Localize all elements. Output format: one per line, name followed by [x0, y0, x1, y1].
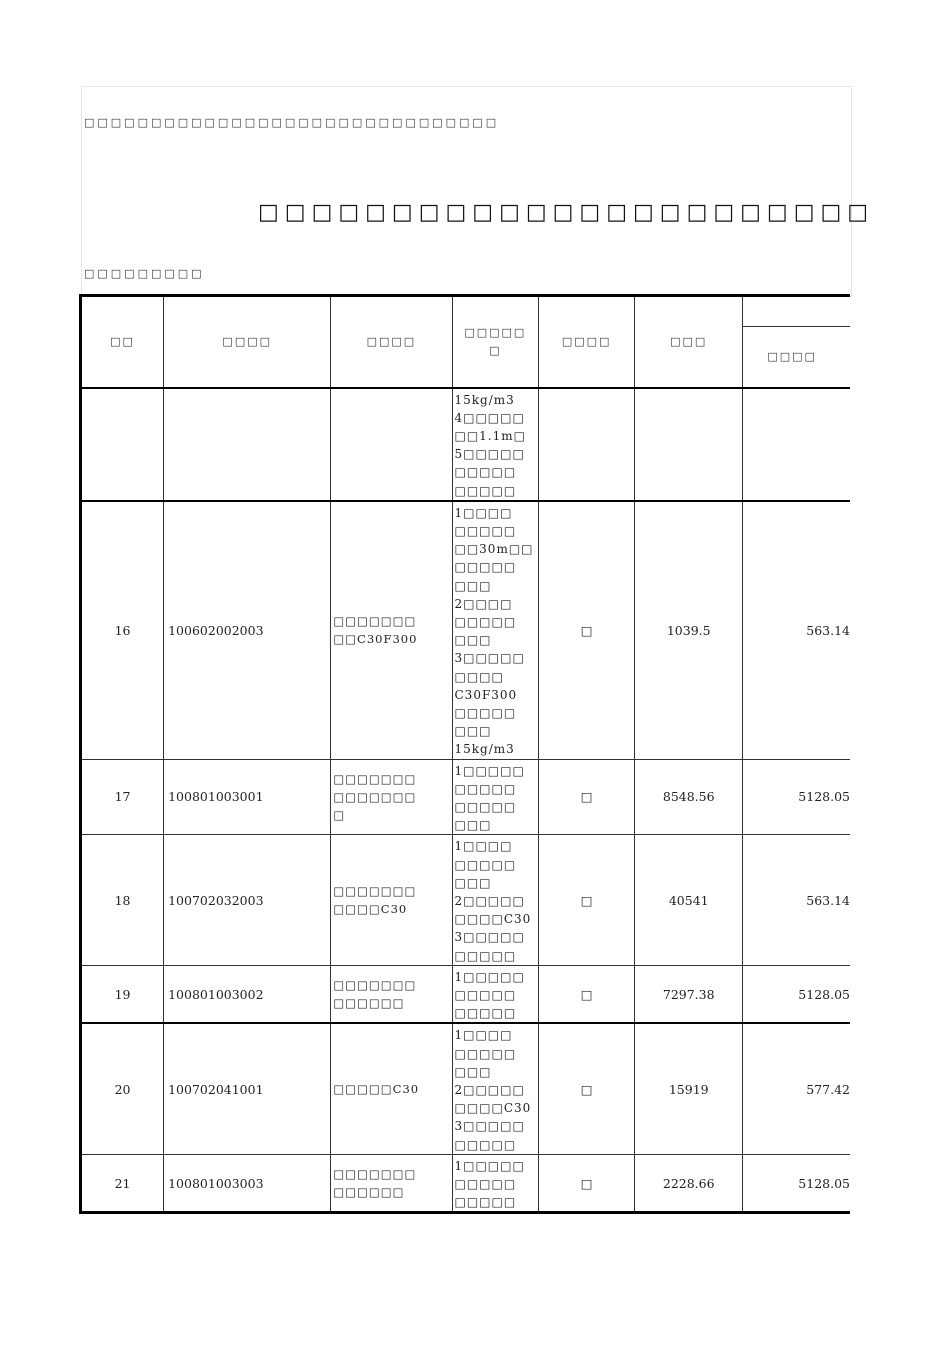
header-code: □□□□	[164, 296, 331, 388]
header-amount-group	[743, 296, 850, 327]
cell-name: □□□□□□□ □□□□□□□ □	[331, 759, 452, 835]
cell-unit: □	[539, 759, 635, 835]
cell-feature: 1□□□□ □□□□□ □□30m□□ □□□□□ □□□ 2□□□□ □□□□□ □□□ 3□□□□□ □□□□ C30F300 □□□□□ □□□ 15kg/m3	[452, 501, 539, 759]
table-row	[81, 1154, 851, 1213]
cell-code	[164, 388, 331, 501]
cell-name: □□□□□□□ □□□□□□	[331, 1154, 452, 1213]
cell-name: □□□□□□□ □□C30F300	[331, 501, 452, 759]
cell-seq: 18	[81, 835, 164, 965]
header-name: □□□□	[331, 296, 452, 388]
table-row	[81, 1023, 851, 1154]
cell-code: 100702041001	[164, 1023, 331, 1154]
cell-feature: 15kg/m3 4□□□□□ □□1.1m□ 5□□□□□ □□□□□ □□□□□	[452, 388, 539, 501]
table-row	[81, 965, 851, 1023]
cell-unit: □	[539, 1154, 635, 1213]
cell-feature: 1□□□□□ □□□□□ □□□□□ □□□	[452, 759, 539, 835]
header-price: □□□□	[743, 327, 850, 388]
table-row	[81, 835, 851, 965]
table-row	[81, 501, 851, 759]
sub-note: □□□□□□□□□	[84, 267, 205, 280]
cell-code: 100801003002	[164, 965, 331, 1023]
cell-feature: 1□□□□ □□□□□ □□□ 2□□□□□ □□□□C30 3□□□□□ □□□□□	[452, 1023, 539, 1154]
cell-unit: □	[539, 501, 635, 759]
cell-qty: 40541	[635, 835, 743, 965]
cell-code: 100702032003	[164, 835, 331, 965]
cell-price: 5128.05	[743, 965, 850, 1023]
header-row-top	[81, 296, 851, 327]
cell-seq: 17	[81, 759, 164, 835]
cell-seq	[81, 388, 164, 501]
bill-table-wrapper	[79, 294, 850, 1210]
cell-unit: □	[539, 1023, 635, 1154]
cell-price: 563.14	[743, 835, 850, 965]
top-note: □□□□□□□□□□□□□□□□□□□□□□□□□□□□□□□	[84, 116, 500, 129]
cell-qty: 2228.66	[635, 1154, 743, 1213]
cell-qty: 8548.56	[635, 759, 743, 835]
cell-feature: 1□□□□ □□□□□ □□□ 2□□□□□ □□□□C30 3□□□□□ □□□□□	[452, 835, 539, 965]
header-unit: □□□□	[539, 296, 635, 388]
header-seq: □□	[81, 296, 164, 388]
cell-price: 5128.05	[743, 1154, 850, 1213]
cell-code: 100801003003	[164, 1154, 331, 1213]
cell-price	[743, 388, 850, 501]
cell-code: 100602002003	[164, 501, 331, 759]
cell-name	[331, 388, 452, 501]
table-row	[81, 759, 851, 835]
table-row	[81, 388, 851, 501]
cell-name: □□□□□□□ □□□□□□	[331, 965, 452, 1023]
header-feature: □□□□□ □	[452, 296, 539, 388]
cell-qty: 7297.38	[635, 965, 743, 1023]
cell-unit: □	[539, 835, 635, 965]
cell-feature: 1□□□□□ □□□□□ □□□□□	[452, 1154, 539, 1213]
cell-seq: 20	[81, 1023, 164, 1154]
cell-seq: 19	[81, 965, 164, 1023]
cell-qty: 15919	[635, 1023, 743, 1154]
cell-unit	[539, 388, 635, 501]
cell-price: 5128.05	[743, 759, 850, 835]
cell-qty: 1039.5	[635, 501, 743, 759]
cell-name: □□□□□C30	[331, 1023, 452, 1154]
cell-price: 563.14	[743, 501, 850, 759]
cell-seq: 16	[81, 501, 164, 759]
cell-name: □□□□□□□ □□□□C30	[331, 835, 452, 965]
cell-price: 577.42	[743, 1023, 850, 1154]
cell-seq: 21	[81, 1154, 164, 1213]
cell-qty	[635, 388, 743, 501]
page-title: □□□□□□□□□□□□□□□□□□□□□□□	[258, 200, 875, 225]
cell-code: 100801003001	[164, 759, 331, 835]
bill-of-quantities-table	[79, 294, 850, 1214]
header-qty: □□□	[635, 296, 743, 388]
cell-unit: □	[539, 965, 635, 1023]
cell-feature: 1□□□□□ □□□□□ □□□□□	[452, 965, 539, 1023]
